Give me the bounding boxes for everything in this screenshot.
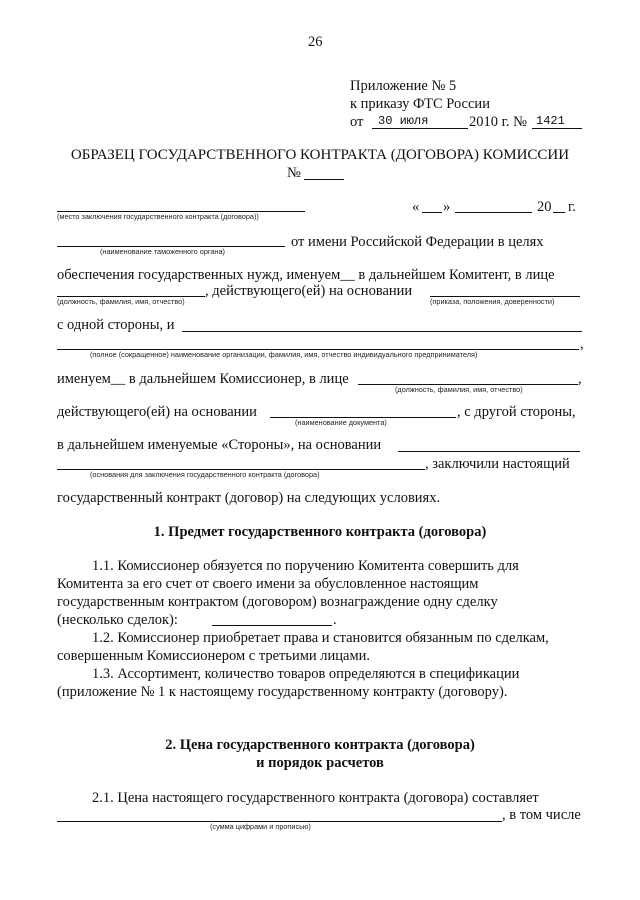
order-caption: (приказа, положения, доверенности) xyxy=(430,297,555,306)
clause-1-1-line-1: 1.1. Комиссионер обязуется по поручению Комитента совершить для xyxy=(92,558,519,574)
clause-1-1-line-2: Комитента за его счет от своего имени за обусловленное настоящим xyxy=(57,576,479,592)
year-field xyxy=(553,212,565,213)
doc-caption: (наименование документа) xyxy=(295,418,387,427)
appendix-title: Приложение № 5 xyxy=(350,78,457,94)
place-caption: (место заключения государственного контракта (договора)) xyxy=(57,212,259,221)
clause-2-1-line-1: 2.1. Цена настоящего государственного контракта (договора) составляет xyxy=(92,790,539,806)
acting-basis-text-2: действующего(ей) на основании xyxy=(57,404,257,420)
date-underline xyxy=(372,128,468,129)
clause-2-1-line-2: , в том числе xyxy=(502,807,581,823)
other-side-text: , с другой стороны, xyxy=(457,404,576,420)
appendix-date-prefix: от xyxy=(350,114,364,130)
year-suffix: г. xyxy=(568,199,576,215)
month-field xyxy=(455,212,532,213)
customs-caption: (наименование таможенного органа) xyxy=(100,247,225,256)
section-2-heading-line-1: 2. Цена государственного контракта (договора) xyxy=(165,737,475,753)
document-title: ОБРАЗЕЦ ГОСУДАРСТВЕННОГО КОНТРАКТА (ДОГОВОРА) КОМИССИИ xyxy=(70,147,570,163)
from-name-text: от имени Российской Федерации в целях xyxy=(291,234,544,250)
appendix-order-number: 1421 xyxy=(536,114,565,128)
acting-basis-text: , действующего(ей) на основании xyxy=(205,283,413,299)
appendix-order-ref: к приказу ФТС России xyxy=(350,96,490,112)
page-number: 26 xyxy=(308,34,323,50)
clause-1-3-line-2: (приложение № 1 к настоящему государственному контракту (договору). xyxy=(57,684,508,700)
parties-text: в дальнейшем именуемые «Стороны», на основании xyxy=(57,437,382,453)
contract-terms-text: государственный контракт (договор) на следующих условиях. xyxy=(57,490,441,506)
order-number-underline xyxy=(532,128,582,129)
clause-1-3-line-1: 1.3. Ассортимент, количество товаров определяются в спецификации xyxy=(92,666,520,682)
year-prefix: 20 xyxy=(537,199,552,215)
appendix-date-value: 30 июля xyxy=(378,114,429,128)
position-caption-2: (должность, фамилия, имя, отчество) xyxy=(395,385,523,394)
clause-1-2-line-2: совершенным Комиссионером с третьими лицами. xyxy=(57,648,371,664)
clause-1-2-line-1: 1.2. Комиссионер приобретает права и становится обязанным по сделкам, xyxy=(92,630,549,646)
period: . xyxy=(333,612,337,628)
sum-caption: (сумма цифрами и прописью) xyxy=(210,822,311,831)
one-side-text: с одной стороны, и xyxy=(57,317,175,333)
comma-2: , xyxy=(578,371,582,387)
date-open-quote: « xyxy=(412,199,420,215)
org-caption: (полное (сокращенное) наименование организации, фамилия, имя, отчество индивидуального предпринимателя) xyxy=(90,350,478,359)
deals-field xyxy=(212,625,332,626)
clause-1-1-line-3: государственным контрактом (договором) вознаграждение одну сделку xyxy=(57,594,498,610)
basis-caption: (основания для заключения государственного контракта (договора) xyxy=(90,470,320,479)
position-caption: (должность, фамилия, имя, отчество) xyxy=(57,297,185,306)
contract-number-label: № xyxy=(287,165,301,181)
commissioner-name-field xyxy=(182,331,582,332)
clause-1-1-line-4: (несколько сделок): xyxy=(57,612,178,628)
commissioner-line: именуем__ в дальнейшем Комиссионер, в лице xyxy=(57,371,349,387)
contract-number-field xyxy=(304,179,344,180)
day-field xyxy=(422,212,442,213)
basis-field xyxy=(398,451,580,452)
needs-line: обеспечения государственных нужд, именуем__ в дальнейшем Комитент, в лице xyxy=(57,267,555,283)
date-close-quote: » xyxy=(443,199,451,215)
section-2-heading-line-2: и порядок расчетов xyxy=(256,755,384,771)
concluded-text: , заключили настоящий xyxy=(425,456,570,472)
comma: , xyxy=(580,336,584,352)
appendix-year: 2010 г. № xyxy=(469,114,528,130)
section-1-heading: 1. Предмет государственного контракта (договора) xyxy=(153,524,487,540)
